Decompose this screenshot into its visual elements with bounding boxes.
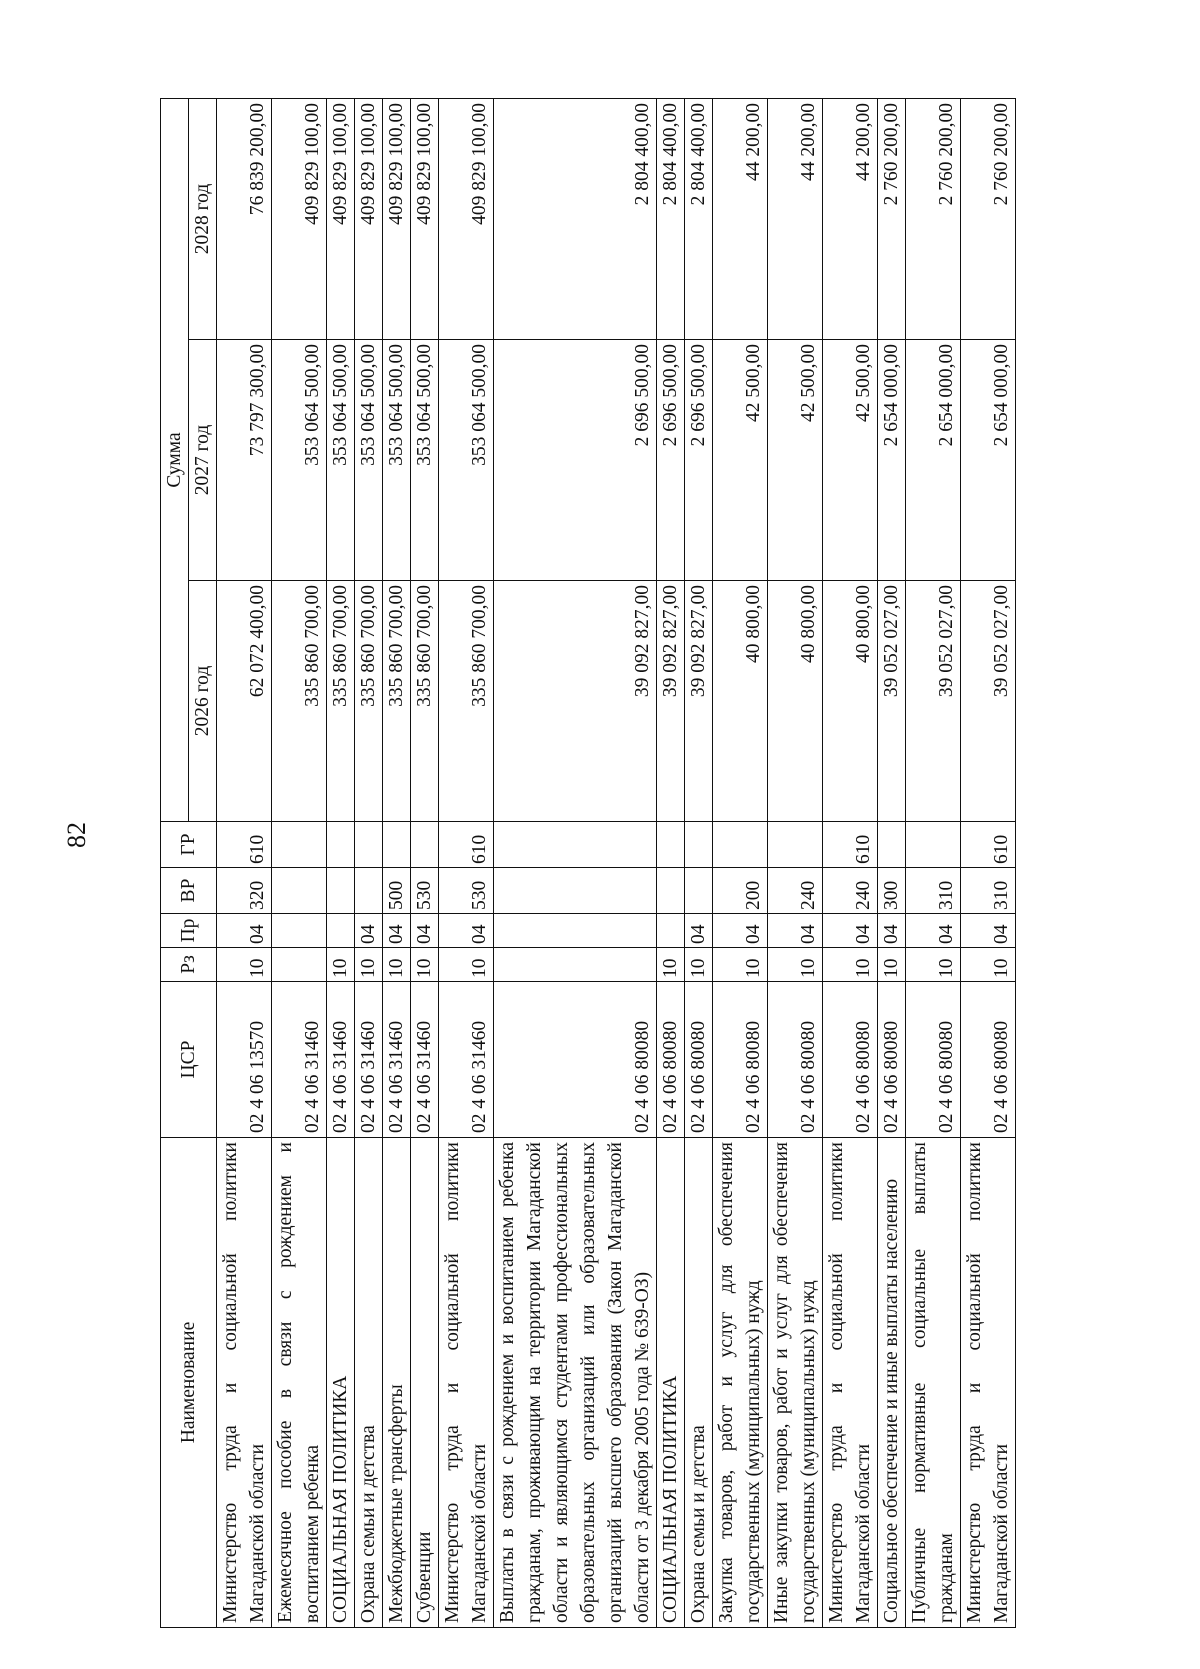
table-row bbox=[685, 99, 713, 1628]
row-gr: 610 bbox=[823, 822, 878, 868]
row-sum-2028: 44 200,00 bbox=[823, 99, 878, 340]
row-sum-2026: 335 860 700,00 bbox=[355, 581, 383, 822]
row-gr bbox=[355, 822, 383, 868]
row-pr: 04 bbox=[355, 914, 383, 948]
row-gr: 610 bbox=[961, 822, 1016, 868]
row-csr: 02 4 06 31460 bbox=[355, 982, 383, 1138]
row-rz: 10 bbox=[439, 948, 494, 982]
row-rz: 10 bbox=[685, 948, 713, 982]
header-name: Наименование bbox=[161, 1138, 217, 1628]
row-sum-2027: 42 500,00 bbox=[823, 340, 878, 581]
row-sum-2028: 409 829 100,00 bbox=[383, 99, 411, 340]
table-row bbox=[383, 99, 411, 1628]
row-rz bbox=[494, 948, 657, 982]
row-name: Министерство труда и социальной политики Магаданской области bbox=[217, 1138, 272, 1628]
row-pr: 04 bbox=[906, 914, 961, 948]
row-sum-2028: 2 804 400,00 bbox=[494, 99, 657, 340]
row-sum-2028: 76 839 200,00 bbox=[217, 99, 272, 340]
row-rz: 10 bbox=[383, 948, 411, 982]
table-row bbox=[411, 99, 439, 1628]
row-sum-2026: 39 092 827,00 bbox=[494, 581, 657, 822]
row-sum-2026: 39 092 827,00 bbox=[685, 581, 713, 822]
row-gr bbox=[685, 822, 713, 868]
row-sum-2028: 2 760 200,00 bbox=[961, 99, 1016, 340]
table-row bbox=[823, 99, 878, 1628]
row-name: Выплаты в связи с рождением и воспитанием ребенка гражданам, проживающим на территории Магаданской области и являющимся студентами профессиональных образовательных организаций или образовательных организаций высшего образования (Закон Магаданской области от 3 декабря 2005 года № 639-ОЗ) bbox=[494, 1138, 657, 1628]
row-sum-2027: 2 696 500,00 bbox=[494, 340, 657, 581]
row-sum-2028: 2 804 400,00 bbox=[685, 99, 713, 340]
row-vr: 240 bbox=[823, 868, 878, 914]
row-pr: 04 bbox=[685, 914, 713, 948]
table-body bbox=[217, 99, 1016, 1628]
row-csr: 02 4 06 80080 bbox=[906, 982, 961, 1138]
row-pr: 04 bbox=[768, 914, 823, 948]
row-sum-2028: 2 760 200,00 bbox=[906, 99, 961, 340]
row-vr: 310 bbox=[961, 868, 1016, 914]
row-rz: 10 bbox=[906, 948, 961, 982]
row-name: Ежемесячное пособие в связи с рождением и воспитанием ребенка bbox=[272, 1138, 327, 1628]
row-pr bbox=[494, 914, 657, 948]
row-pr: 04 bbox=[411, 914, 439, 948]
row-sum-2026: 40 800,00 bbox=[768, 581, 823, 822]
row-sum-2028: 409 829 100,00 bbox=[327, 99, 355, 340]
row-sum-2028: 44 200,00 bbox=[768, 99, 823, 340]
table-row bbox=[217, 99, 272, 1628]
row-pr: 04 bbox=[823, 914, 878, 948]
row-sum-2026: 39 052 027,00 bbox=[906, 581, 961, 822]
row-rz: 10 bbox=[961, 948, 1016, 982]
row-name: Министерство труда и социальной политики Магаданской области bbox=[823, 1138, 878, 1628]
row-pr: 04 bbox=[217, 914, 272, 948]
row-name: Публичные нормативные социальные выплаты гражданам bbox=[906, 1138, 961, 1628]
row-sum-2027: 42 500,00 bbox=[713, 340, 768, 581]
row-sum-2028: 409 829 100,00 bbox=[411, 99, 439, 340]
budget-table bbox=[160, 98, 1016, 1628]
row-vr: 530 bbox=[439, 868, 494, 914]
row-sum-2026: 39 092 827,00 bbox=[657, 581, 685, 822]
table-row bbox=[494, 99, 657, 1628]
row-name: Социальное обеспечение и иные выплаты населению bbox=[878, 1138, 906, 1628]
row-name: СОЦИАЛЬНАЯ ПОЛИТИКА bbox=[327, 1138, 355, 1628]
row-csr: 02 4 06 80080 bbox=[823, 982, 878, 1138]
row-sum-2026: 335 860 700,00 bbox=[272, 581, 327, 822]
row-csr: 02 4 06 80080 bbox=[768, 982, 823, 1138]
row-csr: 02 4 06 80080 bbox=[961, 982, 1016, 1138]
row-vr bbox=[272, 868, 327, 914]
row-pr: 04 bbox=[439, 914, 494, 948]
header-2027: 2027 год bbox=[189, 340, 217, 581]
row-gr bbox=[878, 822, 906, 868]
row-pr bbox=[327, 914, 355, 948]
row-name: Межбюджетные трансферты bbox=[383, 1138, 411, 1628]
row-vr: 300 bbox=[878, 868, 906, 914]
row-vr: 500 bbox=[383, 868, 411, 914]
table-row bbox=[327, 99, 355, 1628]
row-pr: 04 bbox=[961, 914, 1016, 948]
table-row bbox=[713, 99, 768, 1628]
row-rz: 10 bbox=[657, 948, 685, 982]
row-sum-2027: 2 654 000,00 bbox=[878, 340, 906, 581]
row-sum-2027: 2 696 500,00 bbox=[685, 340, 713, 581]
header-rz: Рз bbox=[161, 948, 217, 982]
header-gr: ГР bbox=[161, 822, 217, 868]
row-rz: 10 bbox=[411, 948, 439, 982]
row-sum-2028: 409 829 100,00 bbox=[355, 99, 383, 340]
row-sum-2027: 42 500,00 bbox=[768, 340, 823, 581]
row-gr bbox=[411, 822, 439, 868]
row-gr bbox=[768, 822, 823, 868]
row-csr: 02 4 06 80080 bbox=[685, 982, 713, 1138]
row-name: СОЦИАЛЬНАЯ ПОЛИТИКА bbox=[657, 1138, 685, 1628]
row-vr: 200 bbox=[713, 868, 768, 914]
row-sum-2026: 335 860 700,00 bbox=[327, 581, 355, 822]
row-sum-2026: 335 860 700,00 bbox=[411, 581, 439, 822]
rotated-table-container bbox=[160, 99, 1029, 1628]
row-sum-2027: 353 064 500,00 bbox=[411, 340, 439, 581]
table-row bbox=[657, 99, 685, 1628]
row-csr: 02 4 06 80080 bbox=[713, 982, 768, 1138]
header-2026: 2026 год bbox=[189, 581, 217, 822]
row-rz: 10 bbox=[823, 948, 878, 982]
row-vr bbox=[494, 868, 657, 914]
row-rz: 10 bbox=[327, 948, 355, 982]
row-gr bbox=[713, 822, 768, 868]
row-csr: 02 4 06 80080 bbox=[878, 982, 906, 1138]
row-gr bbox=[906, 822, 961, 868]
row-csr: 02 4 06 80080 bbox=[494, 982, 657, 1138]
row-sum-2026: 40 800,00 bbox=[713, 581, 768, 822]
row-name: Субвенции bbox=[411, 1138, 439, 1628]
row-sum-2028: 409 829 100,00 bbox=[272, 99, 327, 340]
row-gr bbox=[657, 822, 685, 868]
row-vr bbox=[355, 868, 383, 914]
row-sum-2026: 335 860 700,00 bbox=[383, 581, 411, 822]
table-row bbox=[355, 99, 383, 1628]
row-gr bbox=[327, 822, 355, 868]
row-gr bbox=[272, 822, 327, 868]
row-vr bbox=[685, 868, 713, 914]
header-vr: ВР bbox=[161, 868, 217, 914]
row-sum-2027: 353 064 500,00 bbox=[327, 340, 355, 581]
row-sum-2027: 2 696 500,00 bbox=[657, 340, 685, 581]
row-gr: 610 bbox=[439, 822, 494, 868]
table-row bbox=[439, 99, 494, 1628]
page-number: 82 bbox=[62, 822, 91, 848]
row-vr: 530 bbox=[411, 868, 439, 914]
row-csr: 02 4 06 31460 bbox=[327, 982, 355, 1138]
row-name: Охрана семьи и детства bbox=[685, 1138, 713, 1628]
row-sum-2027: 353 064 500,00 bbox=[355, 340, 383, 581]
row-pr: 04 bbox=[713, 914, 768, 948]
row-csr: 02 4 06 13570 bbox=[217, 982, 272, 1138]
row-rz: 10 bbox=[878, 948, 906, 982]
row-vr: 320 bbox=[217, 868, 272, 914]
row-vr: 240 bbox=[768, 868, 823, 914]
row-sum-2027: 2 654 000,00 bbox=[961, 340, 1016, 581]
row-sum-2027: 353 064 500,00 bbox=[272, 340, 327, 581]
row-rz: 10 bbox=[713, 948, 768, 982]
row-sum-2028: 44 200,00 bbox=[713, 99, 768, 340]
row-vr: 310 bbox=[906, 868, 961, 914]
table-row bbox=[768, 99, 823, 1628]
header-pr: Пр bbox=[161, 914, 217, 948]
row-sum-2027: 353 064 500,00 bbox=[383, 340, 411, 581]
row-csr: 02 4 06 31460 bbox=[439, 982, 494, 1138]
header-2028: 2028 год bbox=[189, 99, 217, 340]
row-csr: 02 4 06 31460 bbox=[383, 982, 411, 1138]
row-rz bbox=[272, 948, 327, 982]
row-name: Закупка товаров, работ и услуг для обеспечения государственных (муниципальных) нужд bbox=[713, 1138, 768, 1628]
row-sum-2028: 409 829 100,00 bbox=[439, 99, 494, 340]
row-rz: 10 bbox=[217, 948, 272, 982]
row-name: Министерство труда и социальной политики Магаданской области bbox=[961, 1138, 1016, 1628]
row-gr bbox=[383, 822, 411, 868]
row-name: Министерство труда и социальной политики Магаданской области bbox=[439, 1138, 494, 1628]
row-sum-2027: 2 654 000,00 bbox=[906, 340, 961, 581]
row-csr: 02 4 06 31460 bbox=[411, 982, 439, 1138]
row-sum-2026: 40 800,00 bbox=[823, 581, 878, 822]
row-sum-2027: 73 797 300,00 bbox=[217, 340, 272, 581]
row-sum-2028: 2 760 200,00 bbox=[878, 99, 906, 340]
row-pr bbox=[272, 914, 327, 948]
row-name: Иные закупки товаров, работ и услуг для обеспечения государственных (муниципальных) нужд bbox=[768, 1138, 823, 1628]
row-sum-2026: 39 052 027,00 bbox=[878, 581, 906, 822]
table-row bbox=[906, 99, 961, 1628]
row-sum-2026: 62 072 400,00 bbox=[217, 581, 272, 822]
row-sum-2027: 353 064 500,00 bbox=[439, 340, 494, 581]
table-row bbox=[961, 99, 1016, 1628]
row-vr bbox=[657, 868, 685, 914]
header-csr: ЦСР bbox=[161, 982, 217, 1138]
table-row bbox=[272, 99, 327, 1628]
row-gr: 610 bbox=[217, 822, 272, 868]
row-gr bbox=[494, 822, 657, 868]
row-rz: 10 bbox=[768, 948, 823, 982]
row-pr bbox=[657, 914, 685, 948]
row-csr: 02 4 06 31460 bbox=[272, 982, 327, 1138]
row-sum-2028: 2 804 400,00 bbox=[657, 99, 685, 340]
row-vr bbox=[327, 868, 355, 914]
row-name: Охрана семьи и детства bbox=[355, 1138, 383, 1628]
row-sum-2026: 39 052 027,00 bbox=[961, 581, 1016, 822]
header-sum: Сумма bbox=[161, 99, 189, 822]
row-csr: 02 4 06 80080 bbox=[657, 982, 685, 1138]
row-sum-2026: 335 860 700,00 bbox=[439, 581, 494, 822]
row-pr: 04 bbox=[878, 914, 906, 948]
table-row bbox=[878, 99, 906, 1628]
row-pr: 04 bbox=[383, 914, 411, 948]
row-rz: 10 bbox=[355, 948, 383, 982]
